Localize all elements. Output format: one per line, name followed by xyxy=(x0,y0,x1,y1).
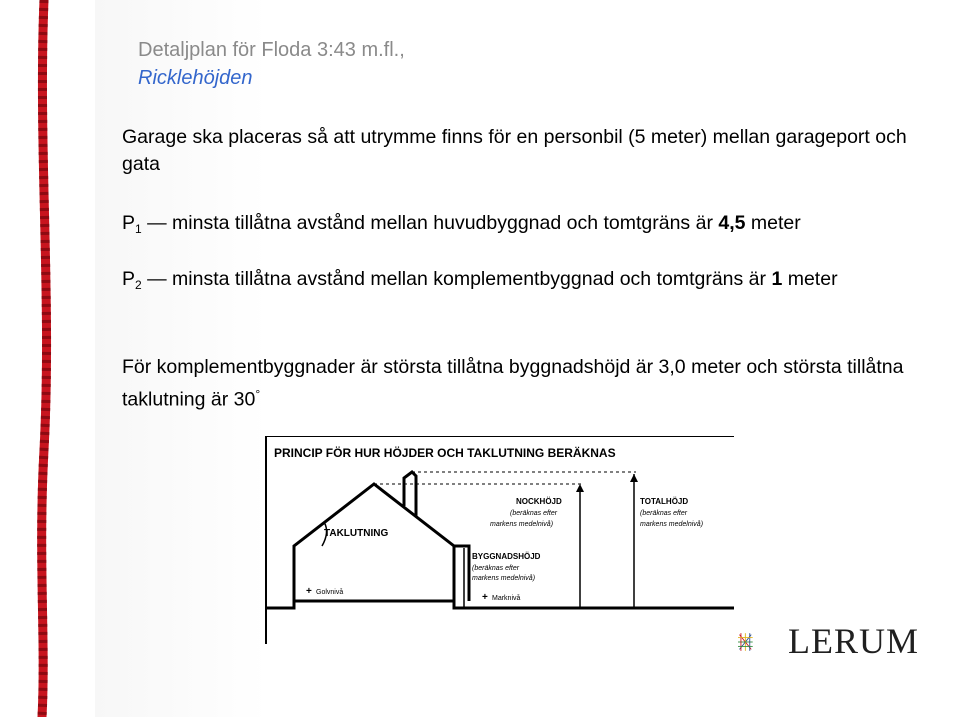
red-rope-decoration xyxy=(32,0,56,717)
p2-subscript: 2 xyxy=(135,278,142,292)
diagram-heading: PRINCIP FÖR HUR HÖJDER OCH TAKLUTNING BERÄKNAS xyxy=(274,446,616,460)
ground-line xyxy=(266,601,734,608)
golvniva-label: Golvnivå xyxy=(316,589,344,596)
p2-text: — minsta tillåtna avstånd mellan komplementbyggnad och tomtgräns är xyxy=(141,268,772,290)
golvniva-plus-icon: + xyxy=(306,586,312,597)
lerum-logo-text: LERUM xyxy=(788,621,919,661)
p2-prefix: P xyxy=(122,268,136,290)
degree-symbol: ° xyxy=(255,387,261,401)
markniva-label: Marknivå xyxy=(492,595,521,602)
totalhojd-note-2: markens medelnivå) xyxy=(640,521,704,528)
markniva-plus-icon: + xyxy=(482,592,488,603)
totalhojd-note-1: (beräknas efter xyxy=(640,510,688,517)
lerum-logo-emblem xyxy=(738,612,788,672)
taklutning-label: TAKLUTNING xyxy=(324,528,389,539)
height-principle-diagram xyxy=(264,436,736,646)
paragraph-p2 xyxy=(122,266,922,299)
main-house-outline xyxy=(294,484,454,601)
paragraph-garage: Garage ska placeras så att utrymme finns för en personbil (5 meter) mellan garageport och gata xyxy=(122,126,907,175)
p1-prefix: P xyxy=(122,212,136,234)
title-line-2: Ricklehöjden xyxy=(138,67,253,89)
p1-subscript: 1 xyxy=(135,222,142,236)
p1-bold-value: 4,5 xyxy=(718,212,746,234)
paragraph-komplement xyxy=(122,354,922,414)
p1-tail: meter xyxy=(745,212,801,234)
totalhojd-label: TOTALHÖJD xyxy=(640,497,689,506)
byggnadshojd-label: BYGGNADSHÖJD xyxy=(472,552,541,561)
paragraph-p1 xyxy=(122,210,922,243)
byggnadshojd-note-2: markens medelnivå) xyxy=(472,575,536,582)
byggnadshojd-note-1: (beräknas efter xyxy=(472,565,520,572)
p2-tail: meter xyxy=(782,268,838,290)
slide-title xyxy=(138,36,405,92)
nockhojd-note-2: markens medelnivå) xyxy=(490,521,554,528)
p1-text: — minsta tillåtna avstånd mellan huvudbyggnad och tomtgräns är xyxy=(141,212,719,234)
title-line-1: Detaljplan för Floda 3:43 m.fl., xyxy=(138,39,405,61)
nockhojd-label: NOCKHÖJD xyxy=(516,497,562,506)
nockhojd-note-1: (beräknas efter xyxy=(510,510,558,517)
p2-bold-value: 1 xyxy=(771,268,783,290)
annex-outline xyxy=(454,546,469,601)
p4-text: För komplementbyggnader är största tillåtna byggnadshöjd är 3,0 meter och största tillåtna taklutning är 30 xyxy=(122,356,904,411)
